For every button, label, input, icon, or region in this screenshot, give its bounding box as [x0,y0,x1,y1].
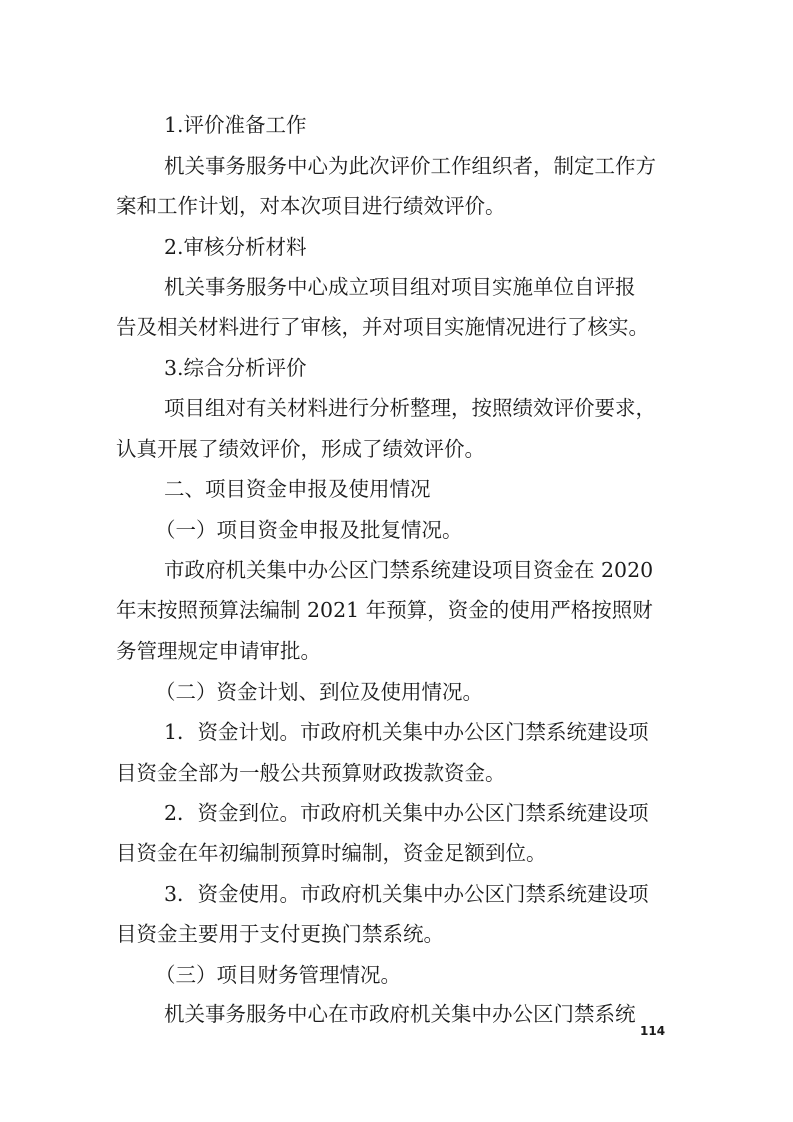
paragraph-line: 1．资金计划。市政府机关集中办公区门禁系统建设项 [164,720,649,744]
subsection-heading-3: （三）项目财务管理情况。 [155,963,401,987]
paragraph-line: 机关事务服务中心成立项目组对项目实施单位自评报 [164,275,636,299]
paragraph-line: 年末按照预算法编制 2021 年预算，资金的使用严格按照财 [116,598,653,622]
paragraph-line: 项目组对有关材料进行分析整理，按照绩效评价要求， [164,396,656,420]
heading-2-review-materials: 2.审核分析材料 [164,235,307,259]
paragraph-line: 市政府机关集中办公区门禁系统建设项目资金在 2020 [164,558,654,582]
subsection-heading-2: （二）资金计划、到位及使用情况。 [155,680,483,704]
paragraph-line: 2．资金到位。市政府机关集中办公区门禁系统建设项 [164,801,649,825]
page-number: 114 [640,1024,666,1038]
paragraph-line: 案和工作计划，对本次项目进行绩效评价。 [116,194,506,218]
paragraph-line: 机关事务服务中心为此次评价工作组织者，制定工作方 [164,154,656,178]
paragraph-line: 目资金全部为一般公共预算财政拨款资金。 [116,761,506,785]
paragraph-line: 认真开展了绩效评价，形成了绩效评价。 [116,437,485,461]
paragraph-line: 机关事务服务中心在市政府机关集中办公区门禁系统 [164,1002,636,1026]
paragraph-line: 3．资金使用。市政府机关集中办公区门禁系统建设项 [164,882,649,906]
paragraph-line: 目资金主要用于支付更换门禁系统。 [116,922,444,946]
paragraph-line: 目资金在年初编制预算时编制，资金足额到位。 [116,841,547,865]
paragraph-line: 务管理规定申请审批。 [116,639,321,663]
section-heading-funds: 二、项目资金申报及使用情况 [164,477,431,501]
subsection-heading-1: （一）项目资金申报及批复情况。 [155,518,463,542]
heading-3-comprehensive-eval: 3.综合分析评价 [164,356,307,380]
paragraph-line: 告及相关材料进行了审核，并对项目实施情况进行了核实。 [116,315,649,339]
heading-1-evaluation-prep: 1.评价准备工作 [164,113,307,137]
